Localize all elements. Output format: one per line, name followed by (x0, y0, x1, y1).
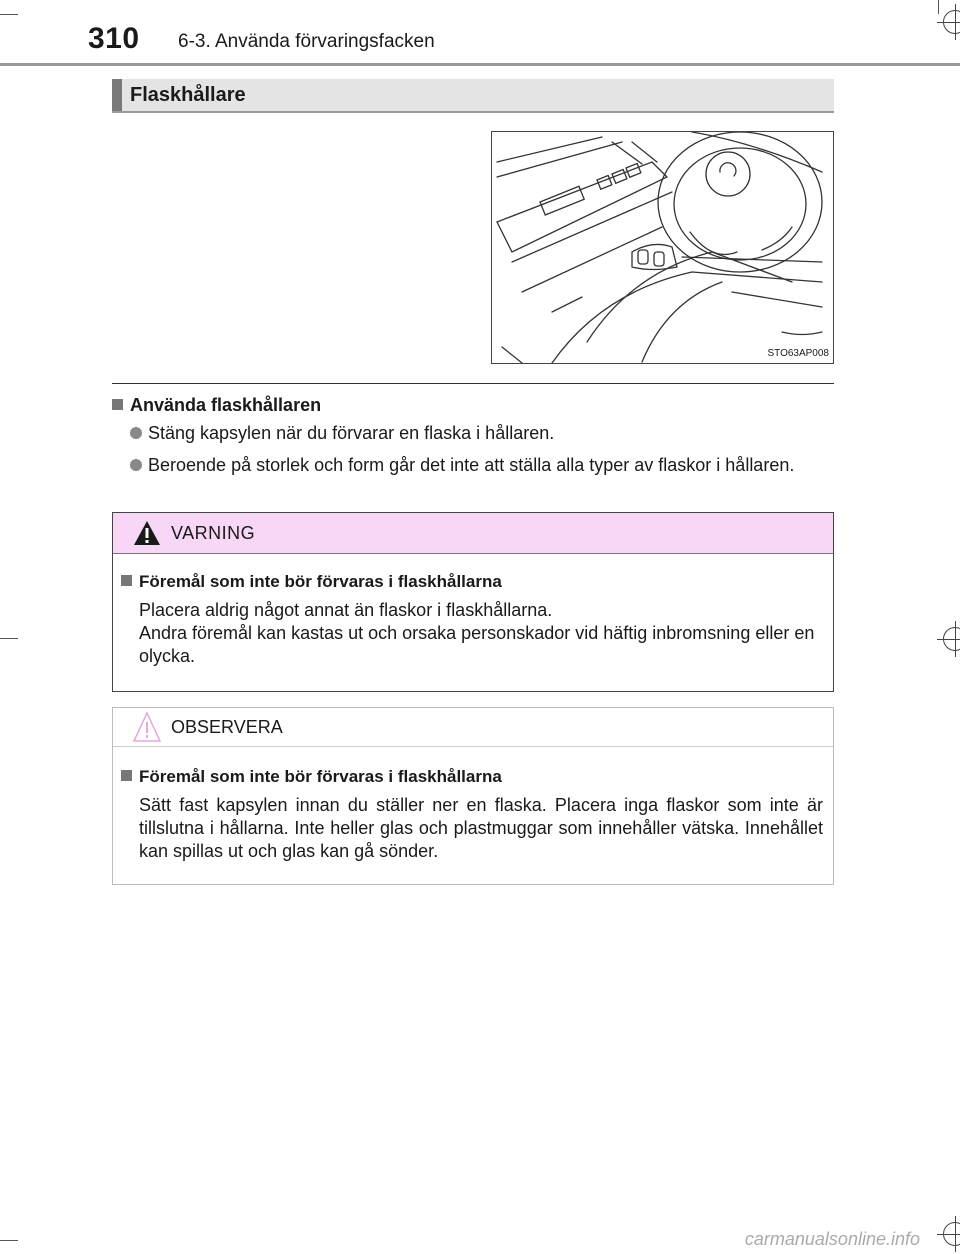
section-rule (112, 383, 834, 384)
registration-mark-icon (943, 627, 960, 651)
notice-header (113, 708, 833, 747)
notice-text: Sätt fast kapsylen innan du ställer ner en flaska. Placera inga flaskor som inte är tillslutna i hållarna. Inte heller glas och plastmuggar som innehåller vätska. Innehållet kan spillas ut och glas kan gå sönder. (139, 795, 823, 861)
section-title: Flaskhållare (130, 84, 246, 106)
header-rule (0, 63, 960, 66)
subheading-text: Använda flaskhållaren (130, 395, 322, 415)
crop-mark (0, 14, 18, 15)
round-bullet-icon (130, 459, 142, 471)
section-title-bar (112, 79, 834, 113)
notice-label: OBSERVERA (171, 717, 283, 737)
list-item-text: Stäng kapsylen när du förvarar en flaska i hållaren. (148, 423, 555, 443)
running-head: 6-3. Använda förvaringsfacken (178, 31, 435, 52)
list-item (130, 421, 834, 445)
cup-holder-illustration (491, 131, 834, 364)
page-number: 310 (88, 22, 140, 55)
square-bullet-icon (112, 399, 123, 410)
warning-subheading-text: Föremål som inte bör förvaras i flaskhållarna (139, 572, 502, 591)
crop-mark (0, 1240, 18, 1241)
caution-triangle-icon (133, 712, 161, 742)
section-accent (112, 79, 122, 111)
square-bullet-icon (121, 575, 132, 586)
warning-box (112, 512, 834, 692)
notice-subheading-text: Föremål som inte bör förvaras i flaskhållarna (139, 767, 502, 786)
notice-box (112, 707, 834, 885)
warning-subheading (121, 572, 502, 592)
warning-label: VARNING (171, 523, 256, 543)
car-interior-drawing (492, 132, 833, 363)
subheading (112, 395, 321, 416)
warning-line: Andra föremål kan kastas ut och orsaka personskador vid häftig inbromsning eller en olycka. (139, 623, 815, 666)
registration-mark-icon (943, 1222, 960, 1246)
registration-mark-icon (943, 10, 960, 34)
footer-watermark: carmanualsonline.info (744, 1229, 920, 1249)
round-bullet-icon (130, 427, 142, 439)
warning-triangle-icon (133, 520, 161, 546)
square-bullet-icon (121, 770, 132, 781)
list-item-text: Beroende på storlek och form går det inte att ställa alla typer av flaskor i hållaren. (148, 455, 795, 475)
crop-mark (938, 0, 939, 14)
notice-subheading (121, 767, 502, 787)
warning-header (113, 513, 833, 554)
warning-line: Placera aldrig något annat än flaskor i flaskhållarna. (139, 600, 553, 620)
figure-code: STO63AP008 (767, 348, 829, 359)
warning-text (139, 599, 823, 668)
crop-mark (0, 638, 18, 639)
list-item (130, 453, 834, 477)
